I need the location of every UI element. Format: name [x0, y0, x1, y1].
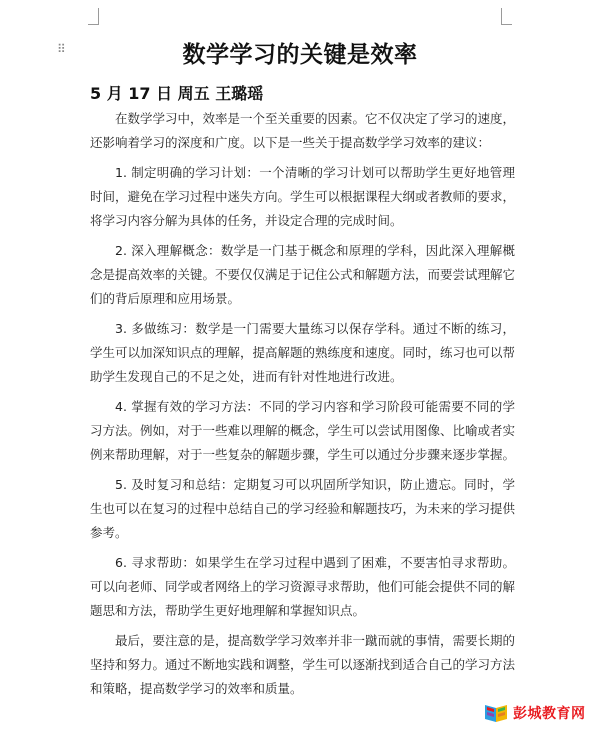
paragraph-conclusion: 最后，要注意的是，提高数学学习效率并非一蹴而就的事情，需要长期的坚持和努力。通过不断地实践和调整，学生可以逐渐找到适合自己的学习方法和策略，提高数学学习的效率和质量。: [90, 633, 516, 696]
paragraph-item-6: 6. 寻求帮助：如果学生在学习过程中遇到了困难，不要害怕寻求帮助。可以向老师、同学或者网络上的学习资源寻求帮助，他们可能会提供不同的解题思和方法，帮助学生更好地理解和掌握知识点。: [90, 555, 516, 618]
watermark-text: 彭城教育网: [513, 706, 586, 722]
paragraph-item-1: 1. 制定明确的学习计划：一个清晰的学习计划可以帮助学生更好地管理时间，避免在学习过程中迷失方向。学生可以根据课程大纲或者教师的要求，将学习内容分解为具体的任务，并设定合理的完成时间。: [90, 165, 516, 228]
drag-handle-icon[interactable]: ⠿: [57, 42, 65, 56]
paragraph-item-4: 4. 掌握有效的学习方法：不同的学习内容和学习阶段可能需要不同的学习方法。例如，对于一些难以理解的概念，学生可以尝试用图像、比喻或者实例来帮助理解，对于一些复杂的解题步骤，学生可以通过分步骤来逐步掌握。: [90, 399, 516, 462]
watermark-logo: [483, 702, 586, 724]
document-title: 数学学习的关键是效率: [182, 42, 418, 68]
paragraph-item-2: 2. 深入理解概念：数学是一门基于概念和原理的学科，因此深入理解概念是提高效率的关键。不要仅仅满足于记住公式和解题方法，而要尝试理解它们的背后原理和应用场景。: [90, 243, 516, 306]
page-corner-mark-left: [88, 8, 99, 25]
open-book-logo-icon: [483, 703, 509, 723]
document-body: [90, 107, 515, 707]
paragraph-item-5: 5. 及时复习和总结：定期复习可以巩固所学知识，防止遗忘。同时，学生也可以在复习的过程中总结自己的学习经验和解题技巧，为未来的学习提供参考。: [90, 477, 516, 540]
paragraph-intro: 在数学学习中，效率是一个至关重要的因素。它不仅决定了学习的速度，还影响着学习的深度和广度。以下是一些关于提高数学学习效率的建议：: [90, 111, 516, 150]
document-dateline: 5 月 17 日 周五 王璐瑶: [90, 84, 264, 103]
page-corner-mark-right: [501, 8, 512, 25]
paragraph-item-3: 3. 多做练习：数学是一门需要大量练习以保存学科。通过不断的练习，学生可以加深知识点的理解，提高解题的熟练度和速度。同时，练习也可以帮助学生发现自己的不足之处，进而有针对性地进行改进。: [90, 321, 516, 384]
